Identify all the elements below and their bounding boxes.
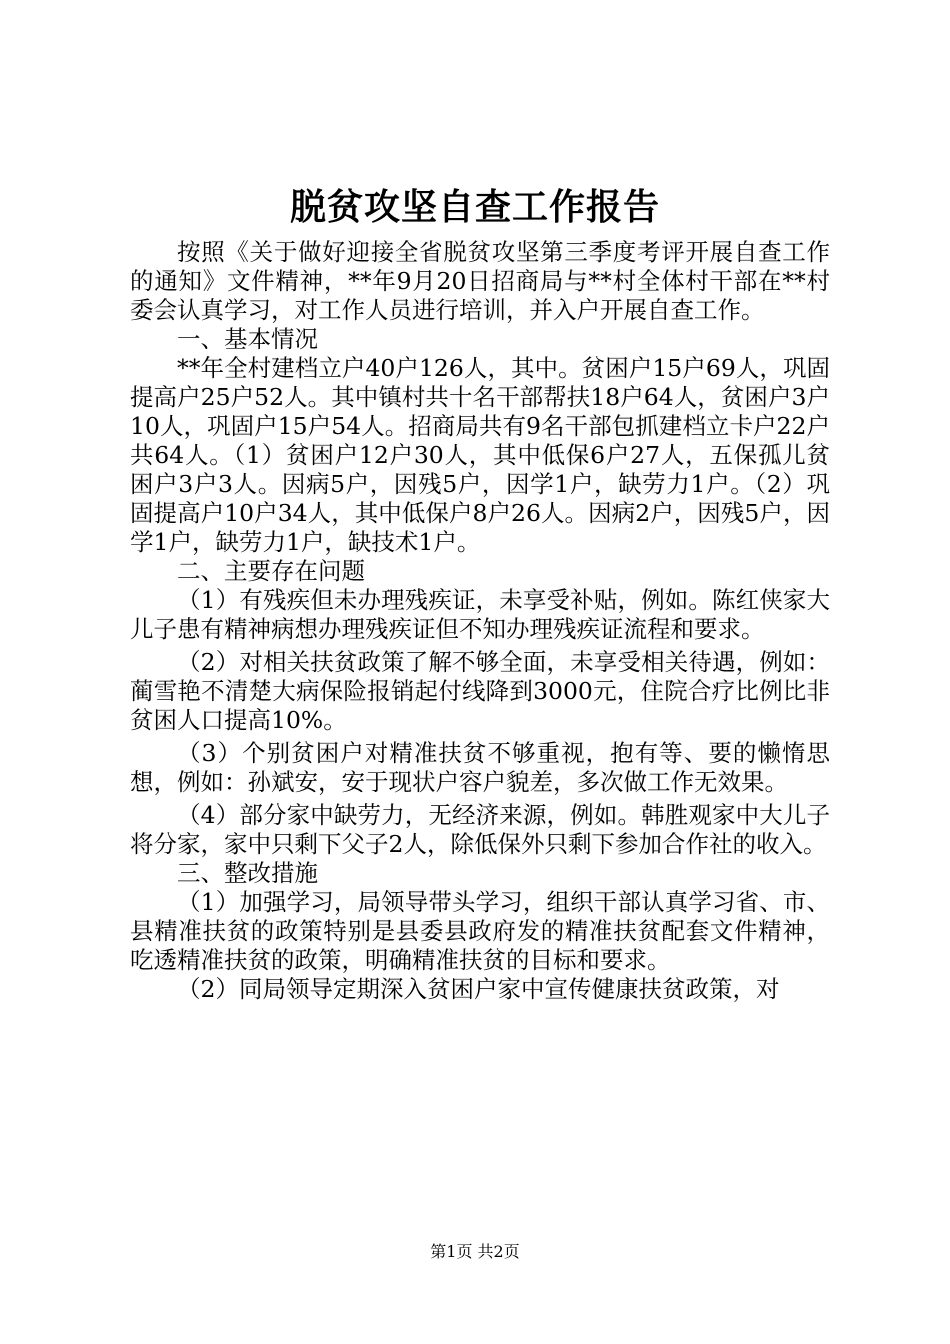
paragraph-problem-1: （1）有残疾但未办理残疾证，未享受补贴，例如。陈红侠家大儿子患有精神病想办理残疾证但不知办理残疾证流程和要求。: [130, 586, 830, 643]
paragraph-basic-situation: **年全村建档立户40户126人，其中。贫困户15户69人，巩固提高户25户52人。其中镇村共十名干部帮扶18户64人，贫困户3户10人，巩固户15户54人。招商局共有9名干部包抓建档立卡户22户共64人。（1）贫困户12户30人，其中低保6户27人，五保孤儿贫困户3户3人。因病5户，因残5户，因学1户，缺劳力1户。（2）巩固提高户10户34人，其中低保户8户26人。因病2户，因残5户，因学1户，缺劳力1户，缺技术1户。: [130, 354, 830, 556]
paragraph-intro: 按照《关于做好迎接全省脱贫攻坚第三季度考评开展自查工作的通知》文件精神，**年9月20日招商局与**村全体村干部在**村委会认真学习，对工作人员进行培训，并入户开展自查工作。: [130, 238, 830, 324]
paragraph-measure-1: （1）加强学习，局领导带头学习，组织干部认真学习省、市、县精准扶贫的政策特别是县委县政府发的精准扶贫配套文件精神，吃透精准扶贫的政策，明确精准扶贫的目标和要求。: [130, 888, 830, 974]
section-heading-basic-situation: 一、基本情况: [177, 325, 318, 353]
paragraph-problem-2: （2）对相关扶贫政策了解不够全面，未享受相关待遇，例如：蔺雪艳不清楚大病保险报销起付线降到3000元，住院合疗比例比非贫困人口提高10%。: [130, 648, 830, 734]
paragraph-measure-2: （2）同局领导定期深入贫困户家中宣传健康扶贫政策，对: [177, 975, 780, 1003]
page-number: 第1页 共2页: [430, 1242, 520, 1261]
section-heading-rectification: 三、整改措施: [177, 859, 318, 887]
paragraph-problem-3: （3）个别贫困户对精准扶贫不够重视，抱有等、要的懒惰思想，例如：孙斌安，安于现状户容户貌差，多次做工作无效果。: [130, 739, 830, 796]
document-title: 脱贫攻坚自查工作报告: [289, 186, 660, 228]
section-heading-main-problems: 二、主要存在问题: [177, 557, 365, 585]
document-body: [130, 238, 830, 1004]
paragraph-problem-4: （4）部分家中缺劳力，无经济来源，例如。韩胜观家中大儿子将分家，家中只剩下父子2人，除低保外只剩下参加合作社的收入。: [130, 801, 830, 858]
